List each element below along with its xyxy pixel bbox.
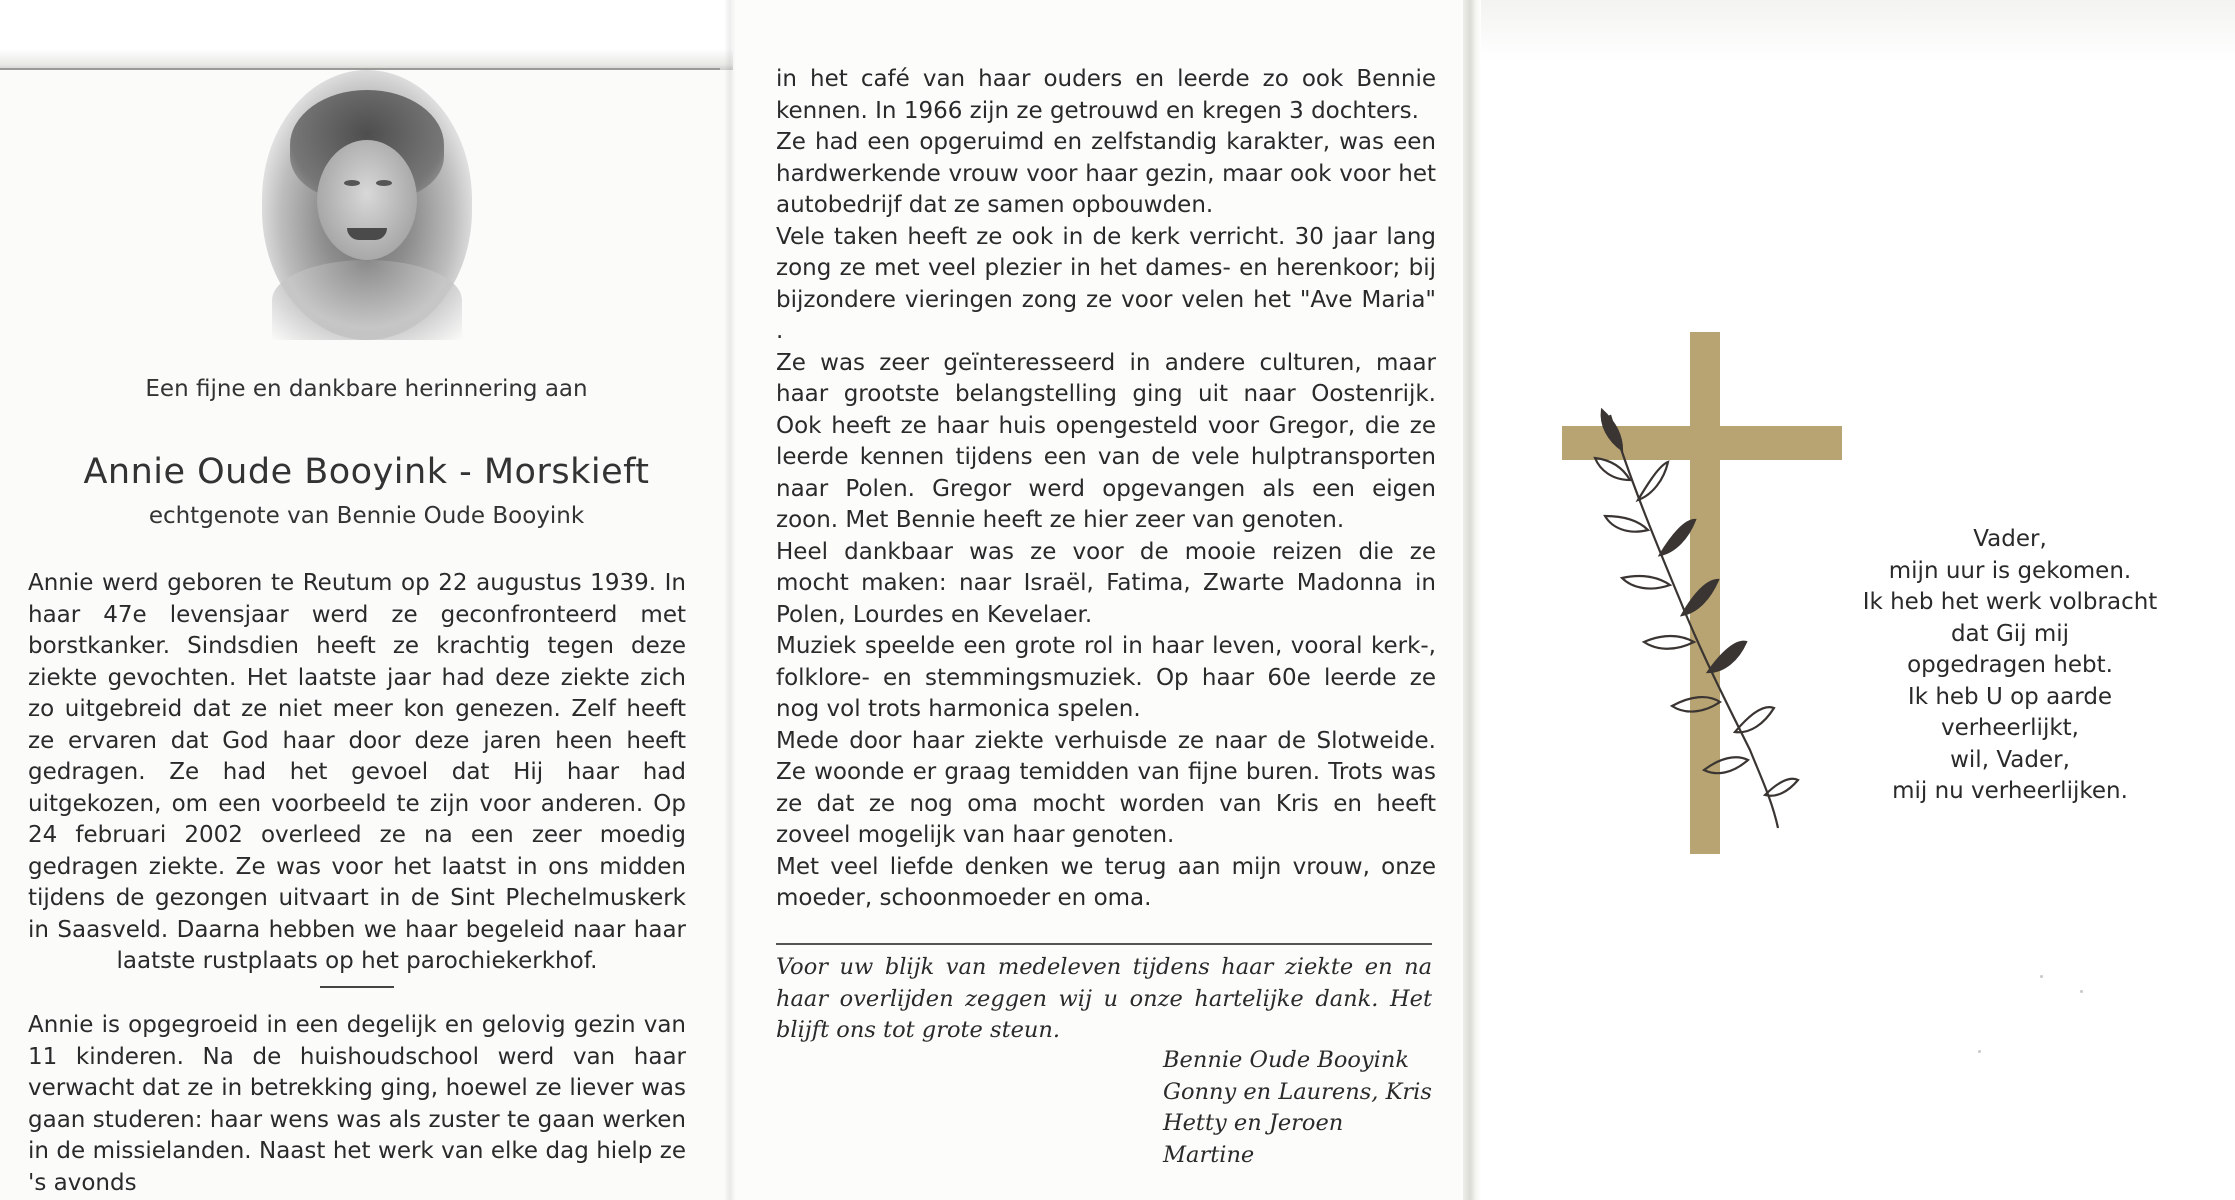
thanks-note: Voor uw blijk van medeleven tijdens haar ziekte en na haar overlijden zeggen wij u onze hartelijke dank. Het blijft ons tot grote steun. (776, 954, 1432, 1043)
portrait-face (317, 140, 417, 260)
top-fold-edge (0, 0, 733, 70)
fold-crease-left (724, 0, 736, 1200)
biography-paragraph: Met veel liefde denken we terug aan mijn vrouw, onze moeder, schoonmoeder en oma. (776, 853, 1436, 911)
signers-list (1163, 1045, 1463, 1171)
top-fold-edge-right (1481, 0, 2235, 62)
signer-name: Martine (1163, 1141, 1255, 1168)
portrait-mouth (347, 228, 387, 240)
section-divider (320, 986, 394, 988)
poem (1845, 524, 2175, 808)
signer-name: Gonny en Laurens, Kris (1163, 1078, 1432, 1105)
biography-paragraph-2: Annie is opgegroeid in een degelijk en gelovig gezin van 11 kinderen. Na de huishoudschool werd van haar verwacht dat ze in betrekking ging, hoewel ze liever was gaan studeren: haar wens was als zuster te gaan werken in de missielanden. Naast het werk van elke dag hielp ze 's avonds (28, 1012, 686, 1196)
fold-crease-right (1463, 0, 1481, 1200)
poem-line: Ik heb U op aarde (1907, 683, 2113, 710)
biography-paragraph: Muziek speelde een grote rol in haar leven, vooral kerk-, folklore- en stemmingsmuziek. Op haar 60e leerde ze nog vol trots harmonica spelen. (776, 633, 1436, 722)
biography-paragraph-1: Annie werd geboren te Reutum op 22 augustus 1939. In haar 47e levensjaar werd ze geconfronteerd met borstkanker. Sindsdien heeft ze krachtig tegen deze ziekte gevochten. Het laatste jaar had deze ziekte zich zo uitgebreid dat ze niet meer kon genezen. Zelf heeft ze ervaren dat God haar door deze jaren heen heeft gedragen. Ze had het gevoel dat Hij haar had uitgekozen, om een voorbeeld te zijn voor anderen. Op 24 februari 2002 overleed ze na een zeer moedig gedragen ziekte. Ze was voor het laatst in ons midden tijdens de gezongen uitvaart in de Sint Plechelmuskerk in Saasveld. Daarna hebben we haar begeleid naar haar laatste rustplaats op het parochiekerkhof. (28, 570, 686, 974)
poem-line: mijn uur is gekomen. (1888, 557, 2132, 584)
portrait-eye-left (344, 180, 360, 186)
paper-speck (1978, 1050, 1981, 1053)
portrait-eye-right (376, 180, 392, 186)
paper-speck (2080, 990, 2083, 993)
portrait-shoulders (272, 260, 462, 340)
intro-line: Een fijne en dankbare herinnering aan (145, 376, 588, 402)
spouse-line: echtgenote van Bennie Oude Booyink (148, 503, 585, 529)
thanks-divider (776, 943, 1432, 945)
cross-with-palm-icon (1560, 330, 1850, 860)
deceased-name: Annie Oude Booyink - Morskieft (83, 452, 650, 492)
poem-line: wil, Vader, (1950, 746, 2070, 773)
biography-paragraph: in het café van haar ouders en leerde zo ook Bennie kennen. In 1966 zijn ze getrouwd en kregen 3 dochters. (776, 66, 1436, 124)
poem-line: dat Gij mij (1950, 620, 2070, 647)
poem-line: mij nu verheerlijken. (1892, 778, 2128, 804)
cross-horizontal-beam (1562, 426, 1842, 460)
signer-name: Bennie Oude Booyink (1163, 1047, 1409, 1073)
signer-name: Hetty en Jeroen (1163, 1110, 1344, 1136)
biography-paragraph: Ze had een opgeruimd en zelfstandig karakter, was een hardwerkende vrouw voor haar gezin, maar ook voor het autobedrijf dat ze samen opbouwden. (776, 129, 1436, 218)
biography-paragraph: Heel dankbaar was ze voor de mooie reizen die ze mocht maken: naar Israël, Fatima, Zwarte Madonna in Polen, Lourdes en Kevelaer. (776, 538, 1436, 628)
poem-line: Ik heb het werk volbracht (1862, 589, 2158, 615)
poem-line: opgedragen hebt. (1907, 652, 2113, 678)
biography-paragraph: Vele taken heeft ze ook in de kerk verricht. 30 jaar lang zong ze met veel plezier in het dames- en herenkoor; bij bijzondere vieringen zong ze voor velen het "Ave Maria" . (776, 223, 1436, 344)
biography-paragraph: Ze was zeer geïnteresseerd in andere culturen, maar haar grootste belangstelling ging uit naar Oostenrijk. Ook heeft ze haar huis opengesteld voor Gregor, die ze leerde kennen tijdens een van de vele hulptransporten naar Polen. Gregor werd opgevangen als een eigen zoon. Met Bennie heeft ze hier zeer van genoten. (776, 349, 1436, 533)
poem-line: Vader, (1973, 526, 2047, 552)
portrait-photo (262, 70, 472, 340)
biography-paragraph: Mede door haar ziekte verhuisde ze naar de Slotweide. Ze woonde er graag temidden van fijne buren. Trots was ze dat ze nog oma mocht worden van Kris en heeft zoveel mogelijk van haar genoten. (776, 727, 1436, 848)
paper-speck (2040, 975, 2043, 978)
biography-continued (776, 64, 1436, 915)
poem-line: verheerlijkt, (1941, 715, 2079, 741)
